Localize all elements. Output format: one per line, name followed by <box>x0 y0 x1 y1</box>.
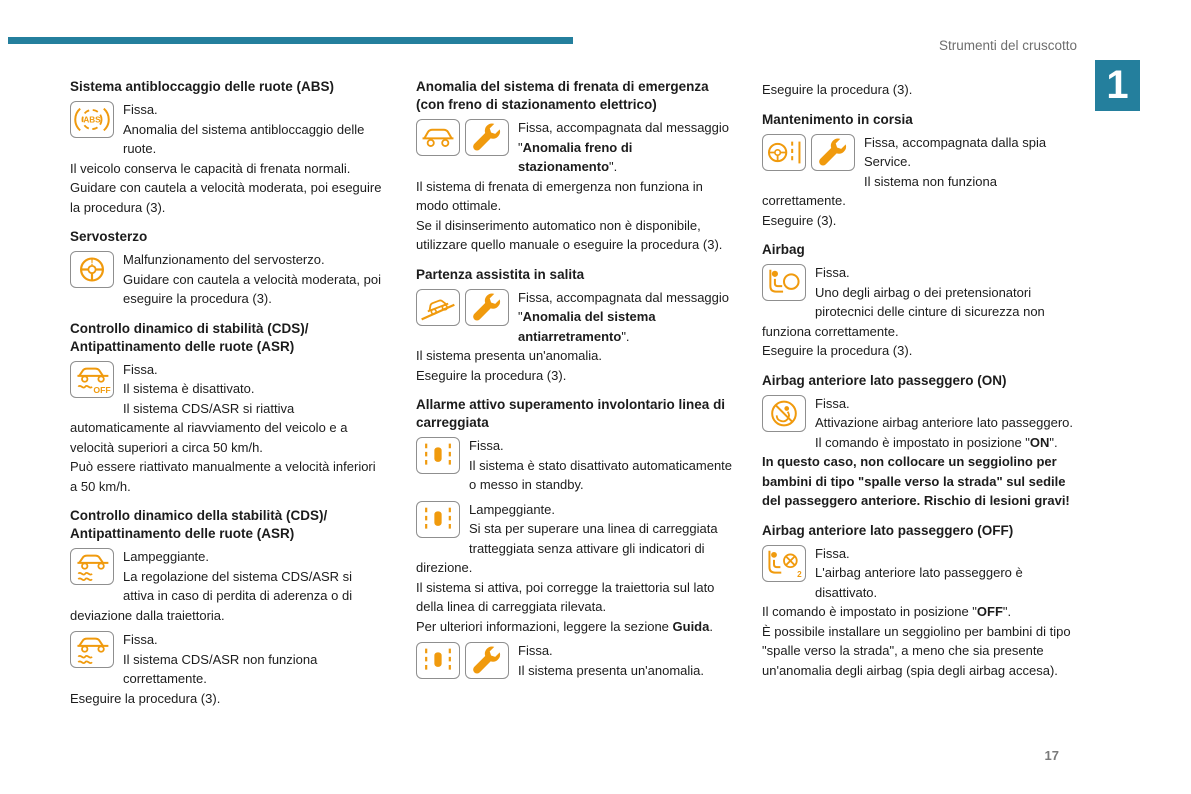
paragraph: Anomalia del sistema antibloccaggio delle ruote. <box>123 121 365 156</box>
paragraph: Per ulteriori informazioni, leggere la sezione Guida. <box>416 618 713 634</box>
paragraph: Fissa. <box>469 438 504 453</box>
icon-group <box>762 395 806 432</box>
paragraph: Eseguire (3). <box>762 212 837 228</box>
running-header-title: Strumenti del cruscotto <box>938 38 1077 53</box>
paragraph: Fissa. <box>123 361 158 377</box>
paragraph: Il sistema si attiva, poi corregge la traiettoria sul lato della linea di carreggiata rilevata. <box>416 579 715 614</box>
airbag-passenger-on-icon <box>762 395 806 432</box>
icon-group <box>70 361 114 398</box>
indicator-block <box>70 360 386 497</box>
icon-group <box>762 134 855 171</box>
wrench-icon <box>465 289 509 326</box>
content-columns <box>70 78 1078 713</box>
paragraph: Fissa, accompagnata dal messaggio "Anomalia del sistema antiarretramento". <box>518 289 730 344</box>
paragraph: Si sta per superare una linea di carreggiata tratteggiata senza attivare gli indicatori di direzione. <box>416 521 718 575</box>
svg-text:!: ! <box>90 256 94 267</box>
indicator-block <box>762 544 1078 681</box>
abs-warning-icon <box>70 101 114 138</box>
column-2 <box>416 78 732 713</box>
paragraph: È possibile installare un seggiolino per bambini di tipo "spalle verso la strada", a meno che sia presente un'anomalia degli airbag (spia degli airbag accesa). <box>762 623 1071 678</box>
paragraph: Il veicolo conserva le capacità di frenata normali. <box>70 160 351 176</box>
lane-keep-icon <box>762 134 806 171</box>
paragraph: Fissa. <box>815 265 850 280</box>
paragraph: Il comando è impostato in posizione "OFF". <box>762 604 1012 619</box>
icon-group <box>70 631 114 668</box>
paragraph: Il sistema è stato disattivato automaticamente o messo in standby. <box>469 457 733 492</box>
icon-group <box>70 251 114 288</box>
esp-off-icon <box>70 361 114 398</box>
section-title: Allarme attivo superamento involontario linea di carreggiata <box>416 397 726 430</box>
esp-icon <box>70 631 114 668</box>
page-number: 17 <box>1044 748 1059 763</box>
wrench-icon <box>811 134 855 171</box>
paragraph: Guidare con cautela a velocità moderata, poi eseguire la procedura (3). <box>123 271 381 306</box>
icon-group <box>416 501 460 538</box>
paragraph: Fissa, accompagnata dal messaggio "Anomalia freno di stazionamento". <box>518 120 730 174</box>
lane-departure-icon <box>416 437 460 474</box>
lane-departure-icon <box>416 642 460 679</box>
section-title: Sistema antibloccaggio delle ruote (ABS) <box>70 79 335 94</box>
svg-text:ABS: ABS <box>83 115 101 125</box>
icon-group <box>762 545 806 582</box>
indicator-block <box>762 80 1078 100</box>
indicator-block <box>416 118 732 255</box>
paragraph: Fissa. <box>123 102 158 117</box>
header-accent-rule <box>8 37 573 44</box>
wrench-icon <box>465 119 509 156</box>
paragraph: Il sistema CDS/ASR si riattiva automaticamente al riavviamento del veicolo e a velocità superiori a circa 50 km/h. <box>70 400 348 455</box>
indicator-block <box>70 630 386 708</box>
icon-group <box>762 264 806 301</box>
paragraph: Può essere riattivato manualmente a velocità inferiori a 50 km/h. <box>70 459 376 494</box>
icon-group <box>416 289 509 326</box>
paragraph: Fissa. <box>815 545 850 561</box>
paragraph: L'airbag anteriore lato passeggero è disattivato. <box>815 565 1023 600</box>
section-title: Airbag anteriore lato passeggero (ON) <box>762 372 1007 388</box>
paragraph: Fissa. <box>518 643 553 658</box>
wrench-icon <box>465 642 509 679</box>
paragraph: Eseguire la procedura (3). <box>762 343 913 358</box>
paragraph: Lampeggiante. <box>469 501 556 517</box>
column-1 <box>70 78 386 713</box>
indicator-block <box>762 263 1078 361</box>
indicator-block <box>70 100 386 217</box>
paragraph: Il comando è impostato in posizione "ON". <box>815 434 1058 450</box>
svg-text:2: 2 <box>797 569 802 579</box>
indicator-block <box>762 133 1078 231</box>
paragraph: Il sistema di frenata di emergenza non funziona in modo ottimale. <box>416 178 703 213</box>
paragraph: Fissa, accompagnata dalla spia Service. <box>864 134 1047 169</box>
airbag-passenger-off-icon <box>762 545 806 582</box>
paragraph: In questo caso, non collocare un seggiolino per bambini di tipo "spalle verso la strada" sul sedile del passeggero anteriore. Rischio di lesioni gravi! <box>762 454 1070 508</box>
section-title: Controllo dinamico della stabilità (CDS)/ Antipattinamento delle ruote (ASR) <box>70 508 328 541</box>
paragraph: Malfunzionamento del servosterzo. <box>123 252 325 267</box>
indicator-block <box>416 500 732 637</box>
section-title: Mantenimento in corsia <box>762 111 913 127</box>
indicator-block <box>416 641 732 681</box>
paragraph: Il sistema presenta un'anomalia. <box>518 662 705 678</box>
icon-group <box>70 101 114 138</box>
indicator-block <box>70 250 386 309</box>
paragraph: Il sistema CDS/ASR non funziona correttamente. <box>123 651 318 686</box>
paragraph: Il sistema è disattivato. <box>123 381 255 396</box>
esp-icon <box>70 548 114 585</box>
paragraph: Se il disinserimento automatico non è disponibile, utilizzare quello manuale o eseguire la procedura (3). <box>416 217 723 252</box>
icon-group <box>416 642 509 679</box>
hill-start-icon <box>416 289 460 326</box>
airbag-icon <box>762 264 806 301</box>
indicator-block <box>70 547 386 625</box>
paragraph: Lampeggiante. <box>123 549 210 564</box>
svg-text:OFF: OFF <box>93 384 111 395</box>
section-title: Partenza assistita in salita <box>416 266 585 282</box>
paragraph: Il sistema presenta un'anomalia. <box>416 348 603 363</box>
paragraph: Uno degli airbag o dei pretensionatori pirotecnici delle cinture di sicurezza non funziona correttamente. <box>762 284 1045 339</box>
paragraph: Attivazione airbag anteriore lato passeggero. <box>815 415 1073 430</box>
column-3 <box>762 78 1078 713</box>
paragraph: Il sistema non funziona correttamente. <box>762 173 997 208</box>
section-title: Controllo dinamico di stabilità (CDS)/ Antipattinamento delle ruote (ASR) <box>70 320 309 354</box>
paragraph: Fissa. <box>815 395 850 411</box>
paragraph: Fissa. <box>123 632 158 647</box>
steering-warning-icon <box>70 251 114 288</box>
parking-brake-icon <box>416 119 460 156</box>
paragraph: La regolazione del sistema CDS/ASR si attiva in caso di perdita di aderenza o di deviazione dalla traiettoria. <box>70 568 353 623</box>
icon-group <box>416 119 509 156</box>
icon-group <box>70 548 114 585</box>
section-title: Anomalia del sistema di frenata di emergenza (con freno di stazionamento elettrico) <box>416 79 709 112</box>
indicator-block <box>416 436 732 495</box>
paragraph: Eseguire la procedura (3). <box>416 367 567 383</box>
section-title: Airbag <box>762 242 805 257</box>
section-title: Servosterzo <box>70 229 148 244</box>
paragraph: Eseguire la procedura (3). <box>70 690 221 706</box>
indicator-block <box>416 288 732 386</box>
lane-departure-icon <box>416 501 460 538</box>
section-title: Airbag anteriore lato passeggero (OFF) <box>762 522 1014 538</box>
chapter-tab: 1 <box>1095 60 1140 111</box>
paragraph: Eseguire la procedura (3). <box>762 82 913 97</box>
paragraph: Guidare con cautela a velocità moderata, poi eseguire la procedura (3). <box>70 180 382 215</box>
indicator-block <box>762 394 1078 511</box>
icon-group <box>416 437 460 474</box>
